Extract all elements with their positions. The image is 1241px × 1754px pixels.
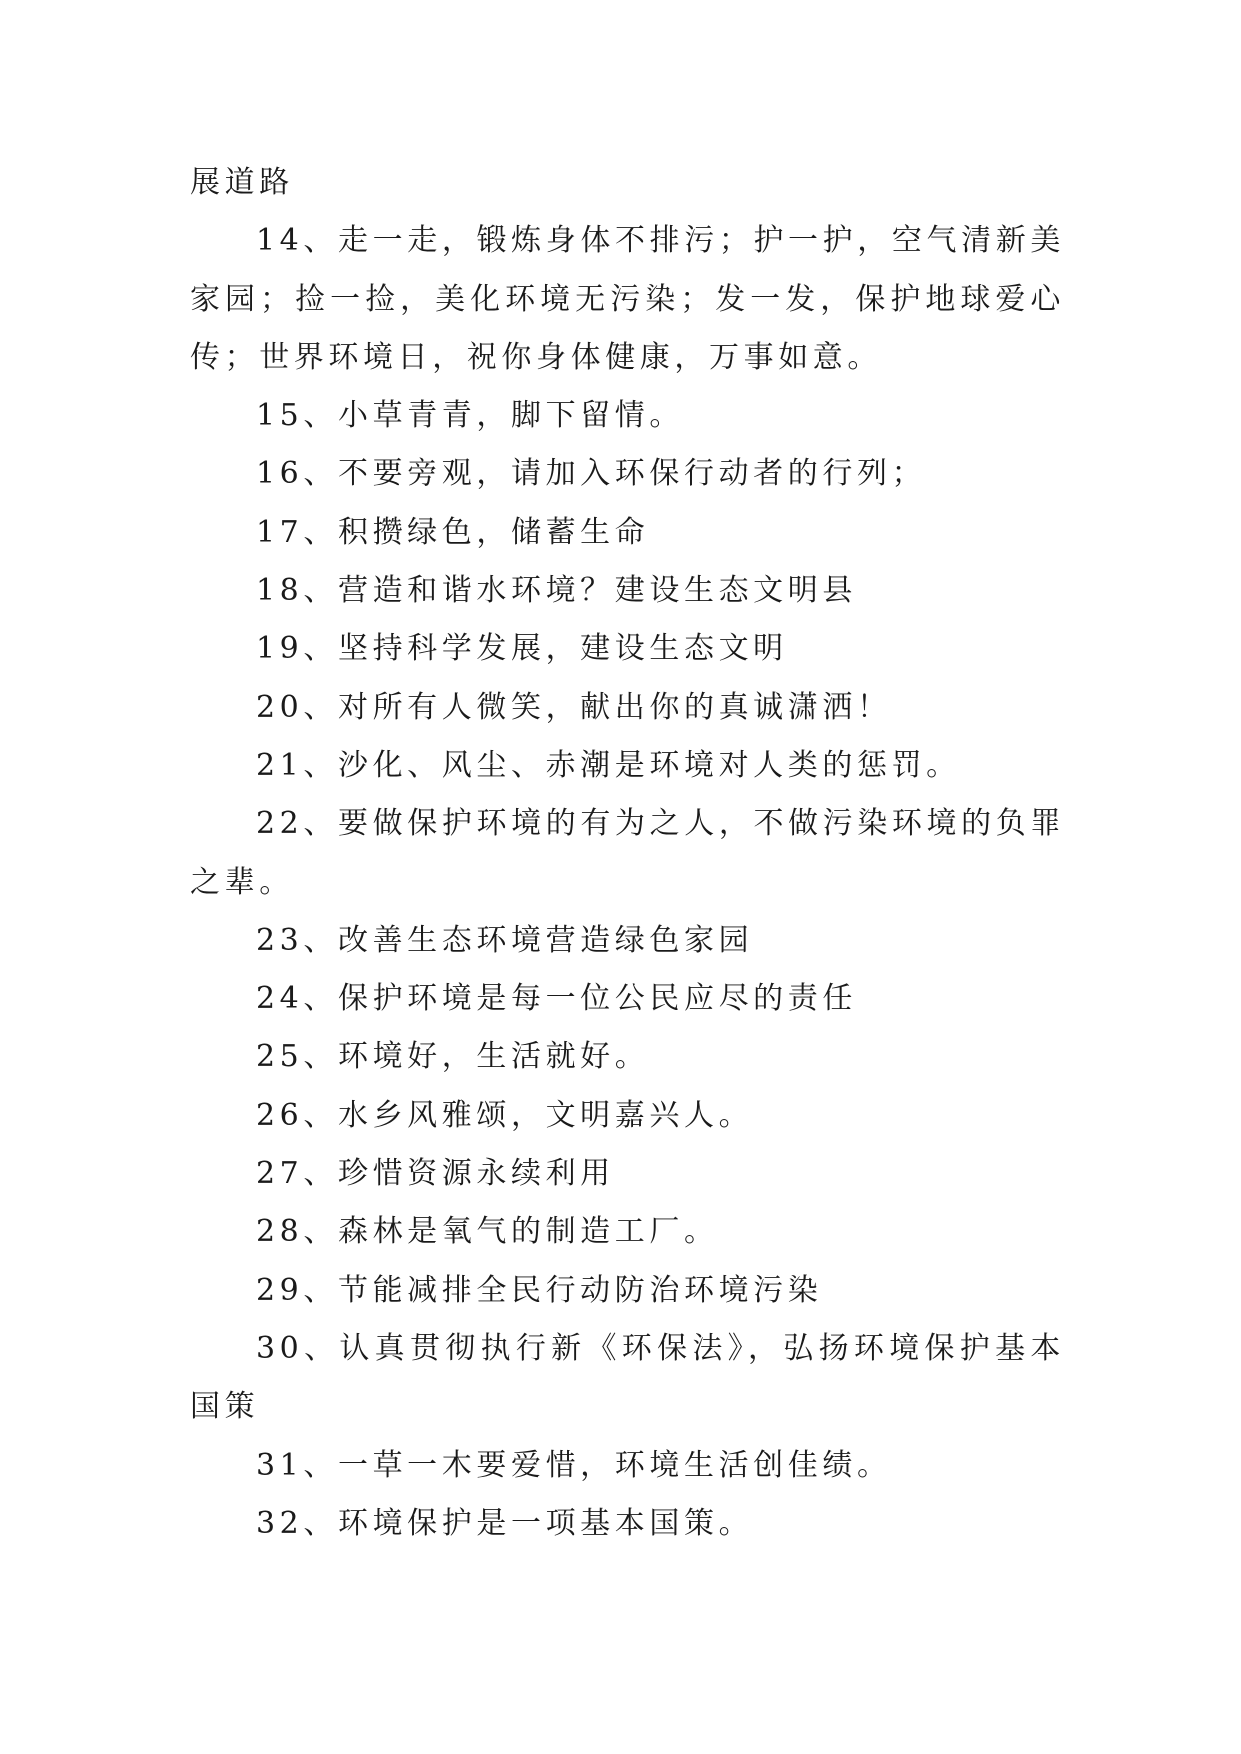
slogan-20: 20、对所有人微笑，献出你的真诚潇洒！ (256, 689, 892, 725)
slogan-24: 24、保护环境是每一位公民应尽的责任 (256, 981, 857, 1017)
slogan-27: 27、珍惜资源永续利用 (256, 1156, 615, 1192)
slogan-30: 30、认真贯彻执行新《环保法》，弘扬环境保护基本国策 (190, 1330, 1065, 1425)
slogan-31: 31、一草一木要爱惜，环境生活创佳绩。 (256, 1447, 892, 1483)
slogan-28: 28、森林是氧气的制造工厂。 (256, 1214, 719, 1250)
slogan-26: 26、水乡风雅颂，文明嘉兴人。 (256, 1097, 754, 1133)
slogan-18: 18、营造和谐水环境？建设生态文明县 (256, 573, 857, 609)
slogan-19: 19、坚持科学发展，建设生态文明 (256, 631, 788, 667)
slogan-17: 17、积攒绿色，储蓄生命 (256, 514, 650, 550)
paragraph-continuation: 展道路 (190, 165, 294, 200)
slogan-25: 25、环境好，生活就好。 (256, 1039, 650, 1075)
slogan-21: 21、沙化、风尘、赤潮是环境对人类的惩罚。 (256, 747, 961, 783)
slogan-15: 15、小草青青，脚下留情。 (256, 398, 684, 434)
slogan-14: 14、走一走，锻炼身体不排污；护一护，空气清新美家园；捡一捡，美化环境无污染；发一发，保护地球爱心传；世界环境日，祝你身体健康，万事如意。 (190, 223, 1065, 375)
slogan-32: 32、环境保护是一项基本国策。 (256, 1505, 754, 1541)
slogan-16: 16、不要旁观，请加入环保行动者的行列； (256, 456, 927, 492)
slogan-23: 23、改善生态环境营造绿色家园 (256, 922, 754, 958)
document-body (190, 154, 1065, 1553)
slogan-29: 29、节能减排全民行动防治环境污染 (256, 1272, 823, 1308)
slogan-22: 22、要做保护环境的有为之人，不做污染环境的负罪之辈。 (190, 806, 1065, 900)
